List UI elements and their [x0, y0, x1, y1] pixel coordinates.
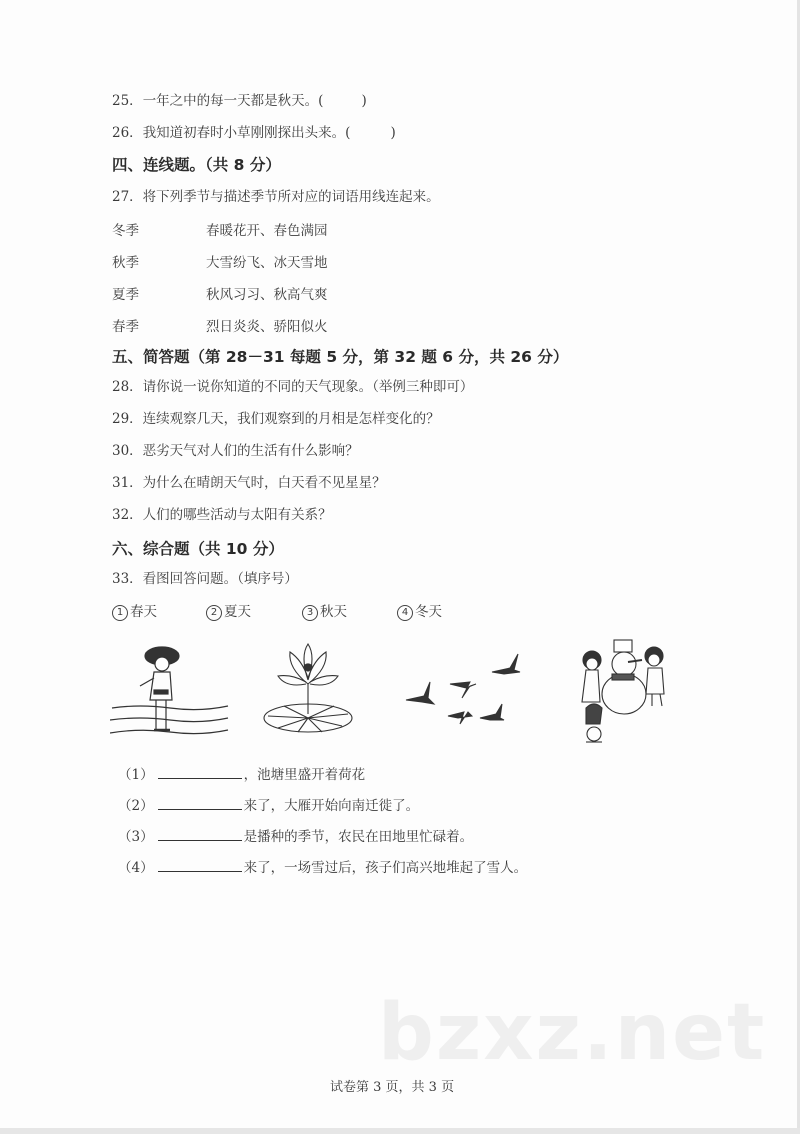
match-left-item[interactable]: 夏季 — [112, 287, 139, 303]
lotus-flower-illustration — [258, 638, 368, 738]
page-edge — [0, 1128, 800, 1134]
answer-blank[interactable] — [158, 859, 242, 872]
circled-number-icon: 4 — [397, 605, 413, 621]
fill-blank-1 — [118, 763, 365, 783]
question-32: 32．人们的哪些活动与太阳有关系？ — [112, 507, 332, 523]
blank-text: 来了，大雁开始向南迁徙了。 — [243, 798, 420, 814]
section-heading-short-answer: 五、简答题（第 28－31 每题 5 分，第 32 题 6 分，共 26 分） — [112, 348, 569, 366]
fill-blank-2 — [118, 794, 419, 814]
section-heading-comprehensive: 六、综合题（共 10 分） — [112, 540, 284, 558]
question-25 — [112, 92, 367, 110]
blank-text: 是播种的季节，农民在田地里忙碌着。 — [243, 829, 474, 845]
season-option-spring — [112, 600, 157, 621]
blank-text: ，池塘里盛开着荷花 — [243, 767, 366, 783]
circled-number-icon: 1 — [112, 605, 128, 621]
paren-close: ) — [361, 93, 367, 109]
answer-blank[interactable] — [158, 766, 242, 779]
circled-number-icon: 2 — [206, 605, 222, 621]
match-left-item[interactable]: 秋季 — [112, 255, 139, 271]
season-option-summer — [206, 600, 251, 621]
option-label: 秋天 — [320, 604, 347, 620]
question-30: 30．恶劣天气对人们的生活有什么影响？ — [112, 443, 359, 459]
question-text: 一年之中的每一天都是秋天。( — [142, 93, 324, 109]
paren-close: ) — [390, 125, 396, 141]
flying-geese-illustration — [400, 638, 540, 733]
match-left-item[interactable]: 冬季 — [112, 223, 139, 239]
season-option-autumn — [302, 600, 347, 621]
question-31: 31．为什么在晴朗天气时，白天看不见星星？ — [112, 475, 386, 491]
answer-blank[interactable] — [158, 797, 242, 810]
blank-number: （2） — [118, 798, 154, 814]
match-right-item[interactable]: 大雪纷飞、冰天雪地 — [206, 255, 328, 271]
answer-blank[interactable] — [158, 828, 242, 841]
question-29: 29．连续观察几天，我们观察到的月相是怎样变化的？ — [112, 411, 440, 427]
season-option-winter — [397, 600, 442, 621]
farmer-sowing-illustration — [110, 638, 230, 738]
watermark: bzxz.net — [378, 988, 767, 1078]
option-label: 冬天 — [415, 604, 442, 620]
fill-blank-3 — [118, 825, 473, 845]
blank-text: 来了，一场雪过后，孩子们高兴地堆起了雪人。 — [243, 860, 528, 876]
fill-blank-4 — [118, 856, 527, 876]
match-left-item[interactable]: 春季 — [112, 319, 139, 335]
blank-number: （4） — [118, 860, 154, 876]
question-27: 27．将下列季节与描述季节所对应的词语用线连起来。 — [112, 189, 440, 205]
question-number: 26． — [112, 125, 143, 141]
children-snowman-illustration — [572, 638, 692, 748]
option-label: 夏天 — [224, 604, 251, 620]
blank-number: （1） — [118, 767, 154, 783]
question-26 — [112, 124, 396, 142]
page-footer: 试卷第 3 页，共 3 页 — [330, 1080, 455, 1095]
section-heading-matching: 四、连线题。（共 8 分） — [112, 156, 281, 174]
circled-number-icon: 3 — [302, 605, 318, 621]
blank-number: （3） — [118, 829, 154, 845]
match-right-item[interactable]: 秋风习习、秋高气爽 — [206, 287, 328, 303]
option-label: 春天 — [130, 604, 157, 620]
match-right-item[interactable]: 春暖花开、春色满园 — [206, 223, 328, 239]
question-28: 28．请你说一说你知道的不同的天气现象。（举例三种即可） — [112, 379, 474, 395]
question-number: 25． — [112, 93, 143, 109]
match-right-item[interactable]: 烈日炎炎、骄阳似火 — [206, 319, 328, 335]
question-text: 我知道初春时小草刚刚探出头来。( — [142, 125, 351, 141]
question-33: 33．看图回答问题。（填序号） — [112, 571, 298, 587]
